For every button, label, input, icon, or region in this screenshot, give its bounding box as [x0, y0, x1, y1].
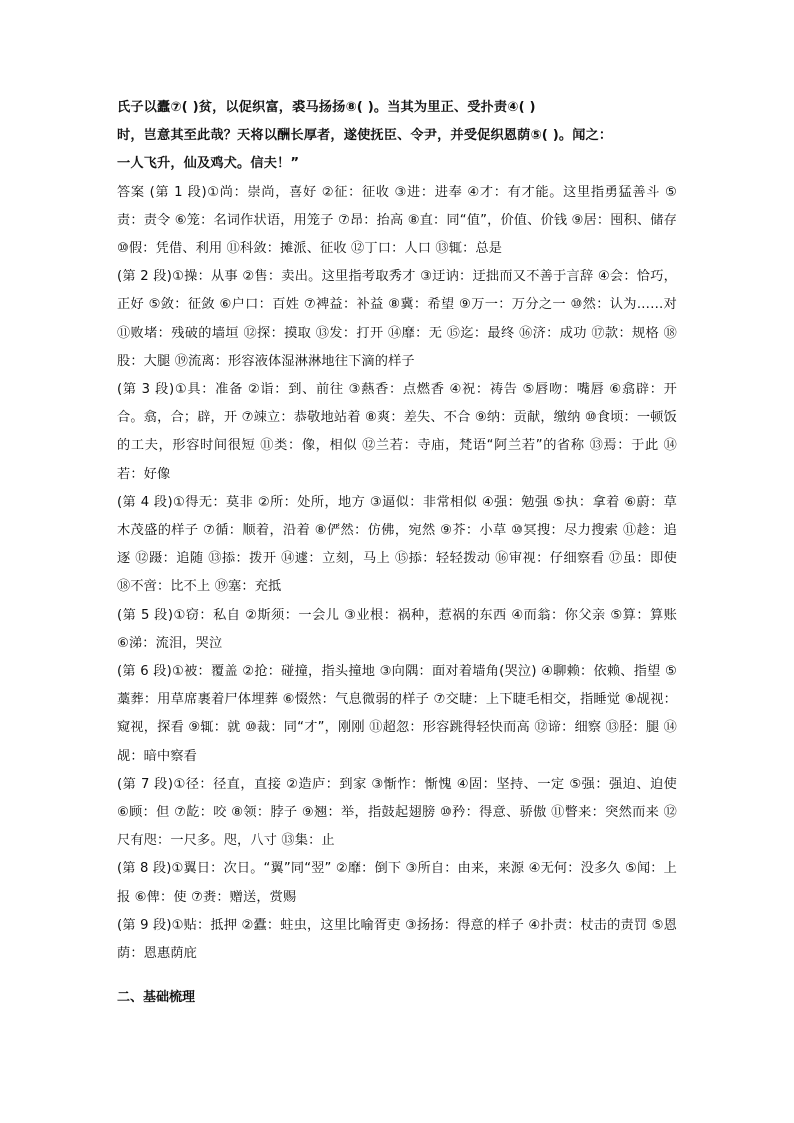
- answer-paragraph-1: 答案 (第 1 段)①尚：崇尚，喜好 ②征：征收 ③进：进奉 ④才：有才能。这里指勇猛善斗 ⑤责：责令 ⑥笼：名词作状语，用笼子 ⑦昂：抬高 ⑧直：同“值”，价值、价钱 ⑨居：囤积、储存 ⑩假：凭借、利用 ⑪科敛：摊派、征收 ⑫丁口：人口 ⑬辄：总是: [117, 184, 677, 257]
- answer-paragraph-9: (第 9 段)①贴：抵押 ②蠹：蛀虫，这里比喻胥吏 ③扬扬：得意的样子 ④扑责：杖击的责罚 ⑤恩荫：恩惠荫庇: [117, 917, 677, 962]
- section-title: 二、基础梳理: [117, 990, 196, 1005]
- answer-paragraph-3: (第 3 段)①具：准备 ②诣：到、前往 ③爇香：点燃香 ④祝：祷告 ⑤唇吻：嘴唇 ⑥翕辟：开合。翕，合；辟，开 ⑦竦立：恭敬地站着 ⑧爽：差失、不合 ⑨纳：贡献，缴纳 ⑩食顷：一顿饭的工夫，形容时间很短 ⑪类：像，相似 ⑫兰若：寺庙，梵语“阿兰若”的省称 ⑬焉：于此 ⑭若：好像: [117, 382, 677, 482]
- answer-paragraph-4: (第 4 段)①得无：莫非 ②所：处所，地方 ③逼似：非常相似 ④强：勉强 ⑤执：拿着 ⑥蔚：草木茂盛的样子 ⑦循：顺着，沿着 ⑧俨然：仿佛，宛然 ⑨芥：小草 ⑩冥搜：尽力搜索 ⑪趁：追逐 ⑫蹑：追随 ⑬掭：拨开 ⑭遽：立刻，马上 ⑮掭：轻轻拨动 ⑯审视：仔细察看 ⑰虽：即使 ⑱不啻：比不上 ⑲塞：充抵: [117, 494, 677, 595]
- answer-paragraph-6: (第 6 段)①被：覆盖 ②抢：碰撞，指头撞地 ③向隅：面对着墙角(哭泣) ④聊赖：依赖、指望 ⑤藁葬：用草席裹着尸体埋葬 ⑥惙然：气息微弱的样子 ⑦交睫：上下睫毛相交，指睡觉 ⑧觇视：窥视，探看 ⑨辄：就 ⑩裁：同“才”，刚刚 ⑪超忽：形容跳得轻快而高 ⑫谛：细察 ⑬胫：腿 ⑭觇：暗中察看: [117, 664, 677, 764]
- answer-paragraph-7: (第 7 段)①径：径直，直接 ②造庐：到家 ③惭怍：惭愧 ④固：坚持、一定 ⑤强：强迫、迫使 ⑥顾：但 ⑦龁：咬 ⑧领：脖子 ⑨翘：举，指鼓起翅膀 ⑩矜：得意、骄傲 ⑪瞥来：突然而来 ⑫尺有咫：一尺多。咫，八寸 ⑬集：止: [117, 776, 677, 849]
- answer-paragraph-2: (第 2 段)①操：从事 ②售：卖出。这里指考取秀才 ③迂讷：迂拙而又不善于言辞 ④会：恰巧，正好 ⑤敛：征敛 ⑥户口：百姓 ⑦裨益：补益 ⑧冀：希望 ⑨万一：万分之一 ⑩然：认为……对 ⑪败堵：残破的墙垣 ⑫探：摸取 ⑬发：打开 ⑭靡：无 ⑮迄：最终 ⑯济：成功 ⑰款：规格 ⑱股：大腿 ⑲流离：形容液体湿淋淋地往下滴的样子: [117, 269, 677, 369]
- intro-line: 时，岂意其至此哉？天将以酬长厚者，遂使抚臣、令尹，并受促织恩荫⑤( )。闻之：: [117, 128, 613, 144]
- document-body: [117, 94, 677, 968]
- intro-line: 一人飞升，仙及鸡犬。信夫！”: [117, 156, 300, 172]
- answer-paragraph-5: (第 5 段)①窃：私自 ②斯须：一会儿 ③业根：祸种，惹祸的东西 ④而翁：你父亲 ⑤算：算账 ⑥涕：流泪，哭泣: [117, 607, 677, 651]
- answer-paragraph-8: (第 8 段)①翼日：次日。“翼”同“翌” ②靡：倒下 ③所自：由来，来源 ④无何：没多久 ⑤闻：上报 ⑥俾：使 ⑦赉：赠送，赏赐: [117, 861, 677, 905]
- intro-line: 氏子以蠹⑦( )贫，以促织富，裘马扬扬⑧( )。当其为里正、受扑责④( ): [117, 100, 536, 115]
